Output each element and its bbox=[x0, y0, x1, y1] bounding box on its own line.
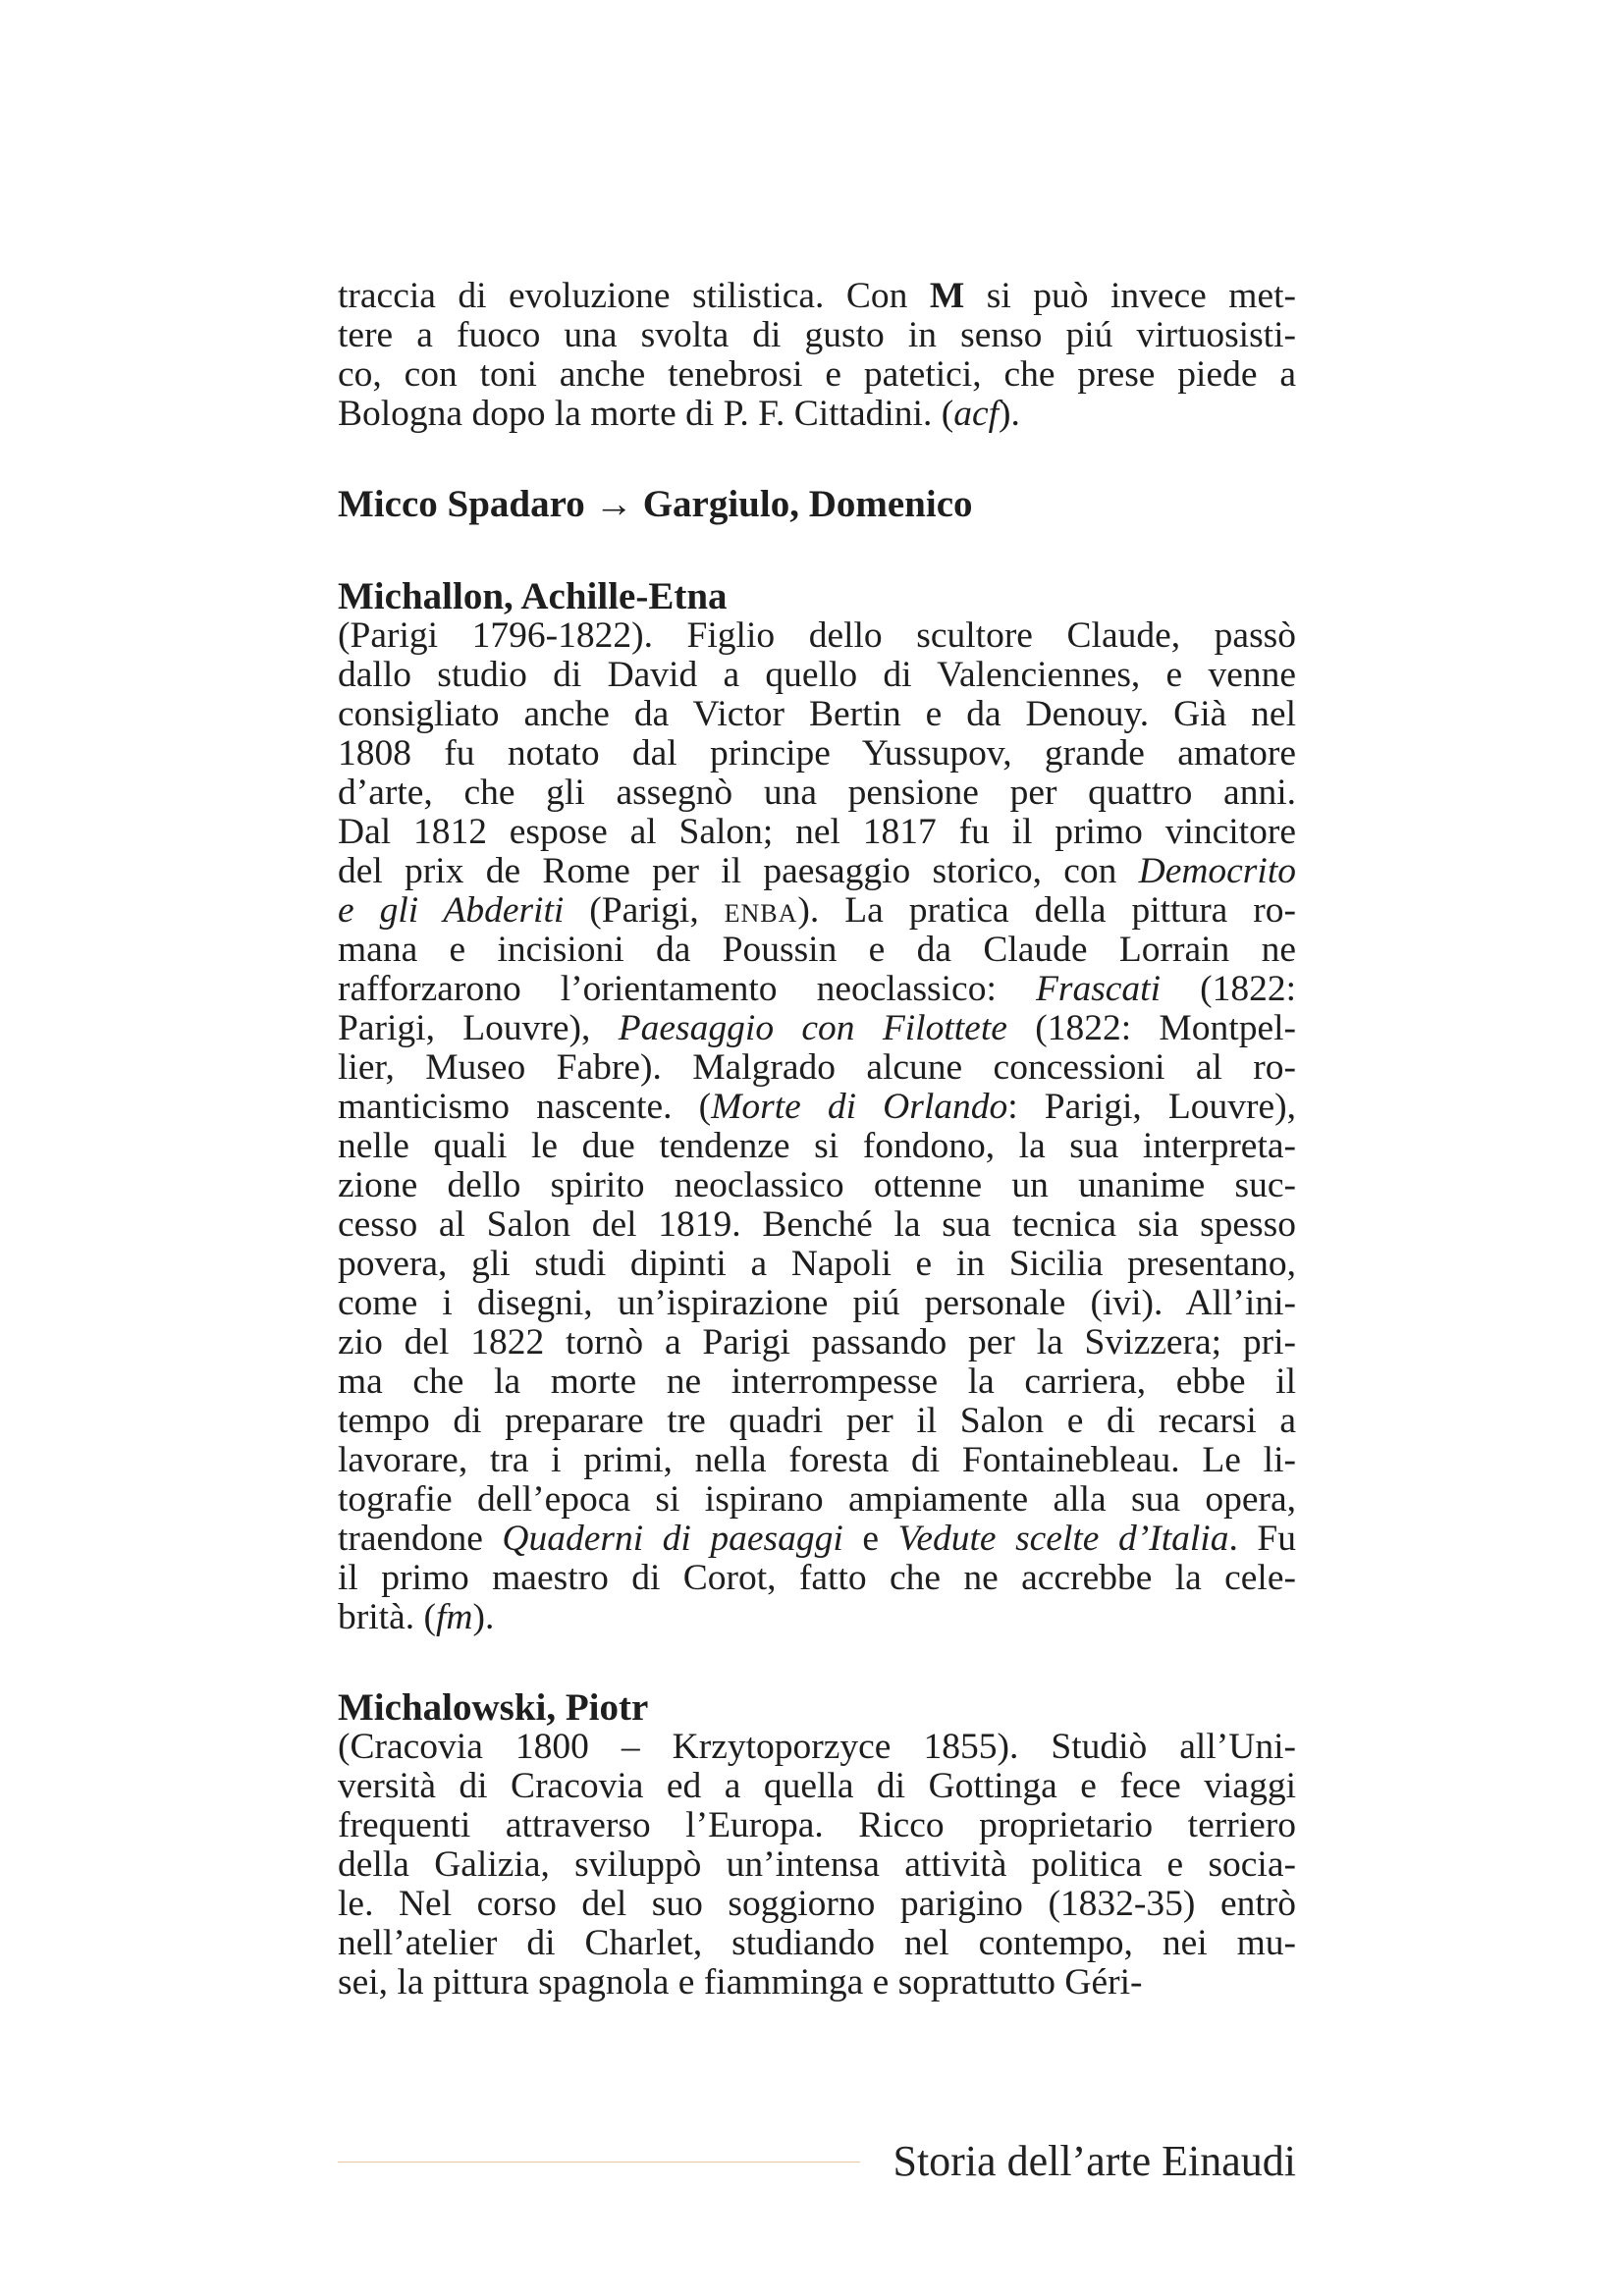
entry-michalowski bbox=[338, 1688, 1296, 2002]
text-line bbox=[338, 1166, 1296, 1205]
text-line bbox=[338, 1441, 1296, 1480]
text-line bbox=[338, 1598, 1296, 1637]
text-line bbox=[338, 774, 1296, 813]
text-run: lier, Museo Fabre). Malgrado alcune concessioni al ro- bbox=[338, 1048, 1296, 1088]
text-run: ma che la morte ne interrompesse la carriera, ebbe il bbox=[338, 1362, 1296, 1402]
text-line bbox=[338, 1559, 1296, 1598]
text-line bbox=[338, 656, 1296, 695]
text-run: manticismo nascente. ( bbox=[338, 1088, 712, 1127]
intro-paragraph bbox=[338, 277, 1296, 434]
text-run: dallo studio di David a quello di Valenciennes, e venne bbox=[338, 656, 1296, 695]
text-run: d’arte, che gli assegnò una pensione per quattro anni. bbox=[338, 774, 1296, 813]
text-run: (Cracovia 1800 – Krzytoporzyce 1855). Studiò all’Uni- bbox=[338, 1728, 1296, 1767]
italic-title: Democrito bbox=[1138, 852, 1296, 891]
text-run: Parigi, Louvre), bbox=[338, 1009, 619, 1048]
text-line bbox=[338, 1963, 1296, 2002]
text-run: ). La pratica della pittura ro- bbox=[797, 891, 1296, 931]
text-run: 1808 fu notato dal principe Yussupov, grande amatore bbox=[338, 734, 1296, 774]
arrow-right-icon: → bbox=[594, 483, 633, 525]
text-run: nell’atelier di Charlet, studiando nel contempo, nei mu- bbox=[338, 1924, 1296, 1963]
text-line bbox=[338, 1284, 1296, 1323]
text-run: nelle quali le due tendenze si fondono, la sua interpreta- bbox=[338, 1127, 1296, 1166]
italic-title: acf bbox=[953, 395, 1000, 434]
text-run: tempo di preparare tre quadri per il Salon e di recarsi a bbox=[338, 1402, 1296, 1441]
text-run: consigliato anche da Victor Bertin e da Denouy. Già nel bbox=[338, 695, 1296, 734]
text-run: il primo maestro di Corot, fatto che ne accrebbe la cele- bbox=[338, 1559, 1296, 1598]
text-line bbox=[338, 1885, 1296, 1924]
text-run: versità di Cracovia ed a quella di Gottinga e fece viaggi bbox=[338, 1767, 1296, 1806]
text-run: traccia di evoluzione stilistica. Con bbox=[338, 277, 930, 316]
text-run: povera, gli studi dipinti a Napoli e in Sicilia presentano, bbox=[338, 1245, 1296, 1284]
text-run: Bologna dopo la morte di P. F. Cittadini. ( bbox=[338, 395, 954, 434]
text-line bbox=[338, 1924, 1296, 1963]
text-run: le. Nel corso del suo soggiorno parigino (1832-35) entrò bbox=[338, 1885, 1296, 1924]
text-run: zio del 1822 tornò a Parigi passando per la Svizzera; pri- bbox=[338, 1323, 1296, 1362]
footer-title: Storia dell’arte Einaudi bbox=[893, 2137, 1296, 2185]
text-run: brità. ( bbox=[338, 1598, 436, 1637]
text-run: (1822: Montpel- bbox=[1006, 1009, 1296, 1048]
text-run: come i disegni, un’ispirazione piú personale (ivi). All’ini- bbox=[338, 1284, 1296, 1323]
text-run: lavorare, tra i primi, nella foresta di Fontainebleau. Le li- bbox=[338, 1441, 1296, 1480]
text-line bbox=[338, 355, 1296, 395]
text-run: (Parigi, bbox=[564, 891, 725, 931]
text-line bbox=[338, 891, 1296, 931]
text-run: della Galizia, sviluppò un’intensa attività politica e socia- bbox=[338, 1845, 1296, 1885]
text-line bbox=[338, 1480, 1296, 1520]
text-line bbox=[338, 695, 1296, 734]
text-line bbox=[338, 1048, 1296, 1088]
footer-rule bbox=[338, 2162, 860, 2163]
text-run: ). bbox=[999, 395, 1020, 434]
text-run: del prix de Rome per il paesaggio storico, con bbox=[338, 852, 1139, 891]
text-run: zione dello spirito neoclassico ottenne un unanime suc- bbox=[338, 1166, 1296, 1205]
bold-text: M bbox=[929, 277, 965, 316]
text-run: . Fu bbox=[1228, 1520, 1296, 1559]
text-line bbox=[338, 813, 1296, 852]
text-line bbox=[338, 1088, 1296, 1127]
italic-title: Frascati bbox=[1035, 970, 1162, 1009]
text-run: cesso al Salon del 1819. Benché la sua tecnica sia spesso bbox=[338, 1205, 1296, 1245]
text-line bbox=[338, 1520, 1296, 1559]
text-run: Dal 1812 espose al Salon; nel 1817 fu il primo vincitore bbox=[338, 813, 1296, 852]
text-line bbox=[338, 1205, 1296, 1245]
italic-title: Vedute scelte d’Italia bbox=[897, 1520, 1229, 1559]
text-run: ). bbox=[472, 1598, 495, 1637]
text-line bbox=[338, 1362, 1296, 1402]
entry-title: Michallon, Achille-Etna bbox=[338, 575, 728, 617]
text-line bbox=[338, 1767, 1296, 1806]
text-run: sei, la pittura spagnola e fiamminga e soprattutto Géri- bbox=[338, 1963, 1143, 2002]
text-run: tere a fuoco una svolta di gusto in senso piú virtuosisti- bbox=[338, 316, 1296, 355]
italic-title: Morte di Orlando bbox=[711, 1088, 1008, 1127]
italic-title: Quaderni di paesaggi bbox=[502, 1520, 843, 1559]
text-line bbox=[338, 1323, 1296, 1362]
text-line bbox=[338, 970, 1296, 1009]
text-line bbox=[338, 1728, 1296, 1767]
text-line bbox=[338, 931, 1296, 970]
text-run: (1822: bbox=[1161, 970, 1296, 1009]
text-line bbox=[338, 395, 1296, 434]
entry-michallon bbox=[338, 577, 1296, 1637]
page-body bbox=[338, 277, 1296, 2002]
text-line bbox=[338, 1127, 1296, 1166]
text-line bbox=[338, 1845, 1296, 1885]
text-run: si può invece met- bbox=[964, 277, 1296, 316]
text-run: (Parigi 1796-1822). Figlio dello scultore Claude, passò bbox=[338, 616, 1296, 656]
text-run: : Parigi, Louvre), bbox=[1007, 1088, 1296, 1127]
xref-from: Micco Spadaro bbox=[338, 483, 585, 525]
text-line bbox=[338, 1009, 1296, 1048]
text-line bbox=[338, 316, 1296, 355]
italic-title: e gli Abderiti bbox=[338, 891, 565, 931]
xref-to: Gargiulo, Domenico bbox=[642, 483, 973, 525]
small-caps-text: enba bbox=[724, 891, 798, 931]
text-line bbox=[338, 1806, 1296, 1845]
text-line bbox=[338, 1245, 1296, 1284]
text-line bbox=[338, 616, 1296, 656]
text-run: e bbox=[842, 1520, 898, 1559]
text-run: co, con toni anche tenebrosi e patetici, che prese piede a bbox=[338, 355, 1296, 395]
italic-title: fm bbox=[435, 1598, 473, 1637]
text-line bbox=[338, 852, 1296, 891]
cross-reference bbox=[338, 485, 1296, 524]
text-run: mana e incisioni da Poussin e da Claude Lorrain ne bbox=[338, 931, 1296, 970]
entry-body bbox=[338, 616, 1296, 1637]
text-run: traendone bbox=[338, 1520, 503, 1559]
text-line bbox=[338, 1402, 1296, 1441]
text-run: frequenti attraverso l’Europa. Ricco proprietario terriero bbox=[338, 1806, 1296, 1845]
text-line bbox=[338, 277, 1296, 316]
entry-body bbox=[338, 1728, 1296, 2002]
text-line bbox=[338, 734, 1296, 774]
entry-title: Michalowski, Piotr bbox=[338, 1686, 649, 1729]
text-run: tografie dell’epoca si ispirano ampiamente alla sua opera, bbox=[338, 1480, 1296, 1520]
text-run: rafforzarono l’orientamento neoclassico: bbox=[338, 970, 1036, 1009]
italic-title: Paesaggio con Filottete bbox=[618, 1009, 1007, 1048]
